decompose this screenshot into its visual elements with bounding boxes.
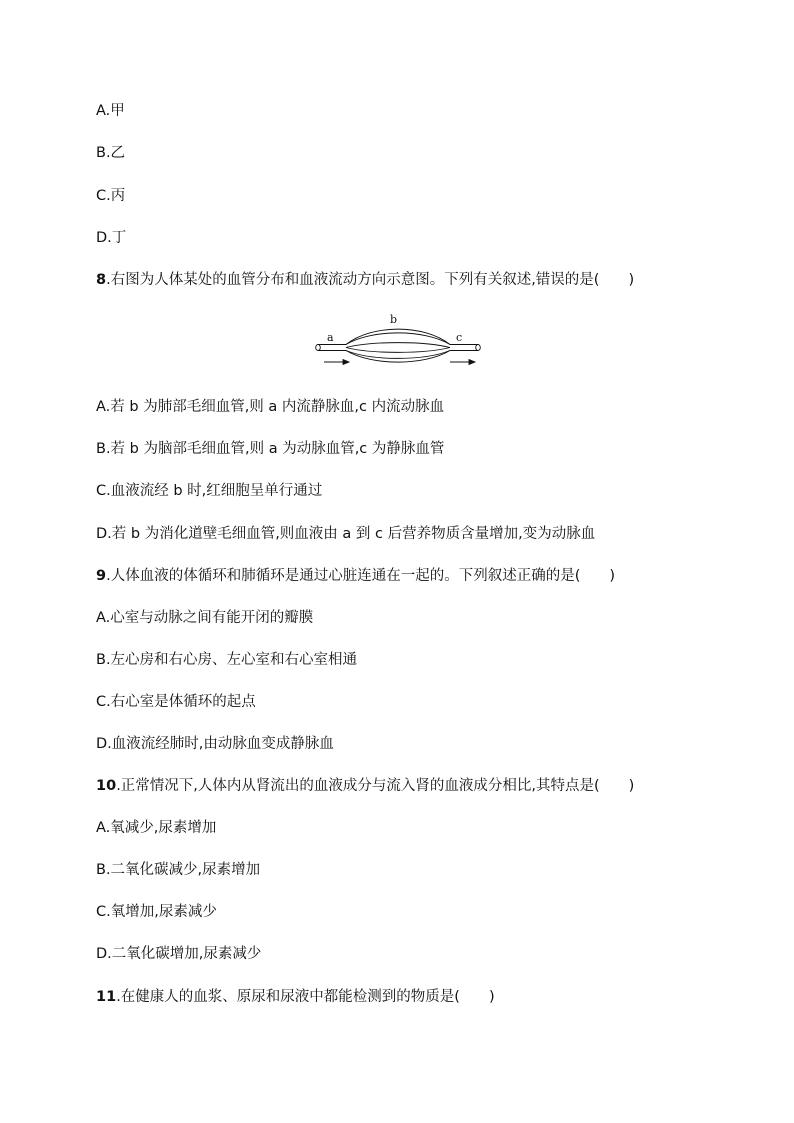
q9-stem <box>96 567 615 585</box>
q9-option-c: C.右心室是体循环的起点 <box>96 694 256 710</box>
q8-option-b: B.若 b 为脑部毛细血管,则 a 为动脉血管,c 为静脉血管 <box>96 441 445 457</box>
q9-option-b: B.左心房和右心房、左心室和右心室相通 <box>96 652 358 668</box>
q9-option-a: A.心室与动脉之间有能开闭的瓣膜 <box>96 610 314 626</box>
q7-option-d: D.丁 <box>96 230 127 246</box>
q8-option-c: C.血液流经 b 时,红细胞呈单行通过 <box>96 483 323 499</box>
label-a: a <box>327 331 334 344</box>
q11-stem <box>96 988 495 1006</box>
q10-stem-text: .正常情况下,人体内从肾流出的血液成分与流入肾的血液成分相比,其特点是( ) <box>116 778 635 794</box>
q9-stem-text: .人体血液的体循环和肺循环是通过心脏连通在一起的。下列叙述正确的是( ) <box>106 568 616 584</box>
q8-option-d: D.若 b 为消化道壁毛细血管,则血液由 a 到 c 后营养物质含量增加,变为动脉血 <box>96 526 596 542</box>
label-b: b <box>390 313 398 326</box>
q9-option-d: D.血液流经肺时,由动脉血变成静脉血 <box>96 736 334 752</box>
capillary-network-b <box>346 329 450 362</box>
q11-number: 11 <box>96 989 117 1005</box>
q10-number: 10 <box>96 778 117 794</box>
q10-option-b: B.二氧化碳减少,尿素增加 <box>96 862 261 878</box>
vessel-c <box>450 345 480 351</box>
q10-option-a: A.氧减少,尿素增加 <box>96 820 217 836</box>
vessel-a <box>316 345 346 351</box>
q11-stem-text: .在健康人的血浆、原尿和尿液中都能检测到的物质是( ) <box>116 989 495 1005</box>
q8-number: 8 <box>96 272 107 288</box>
blood-vessel-diagram <box>312 310 484 370</box>
q8-option-a: A.若 b 为肺部毛细血管,则 a 内流静脉血,c 内流动脉血 <box>96 399 445 415</box>
flow-arrow-right <box>450 360 475 365</box>
q10-option-d: D.二氧化碳增加,尿素减少 <box>96 946 262 962</box>
q10-stem <box>96 777 634 795</box>
flow-arrow-left <box>324 360 349 365</box>
q7-option-c: C.丙 <box>96 188 126 204</box>
q7-option-b: B.乙 <box>96 145 126 161</box>
q7-option-a: A.甲 <box>96 103 125 119</box>
q10-option-c: C.氧增加,尿素减少 <box>96 904 217 920</box>
q9-number: 9 <box>96 568 107 584</box>
label-c: c <box>456 331 463 344</box>
q8-stem <box>96 271 634 289</box>
q8-stem-text: .右图为人体某处的血管分布和血液流动方向示意图。下列有关叙述,错误的是( ) <box>106 272 635 288</box>
